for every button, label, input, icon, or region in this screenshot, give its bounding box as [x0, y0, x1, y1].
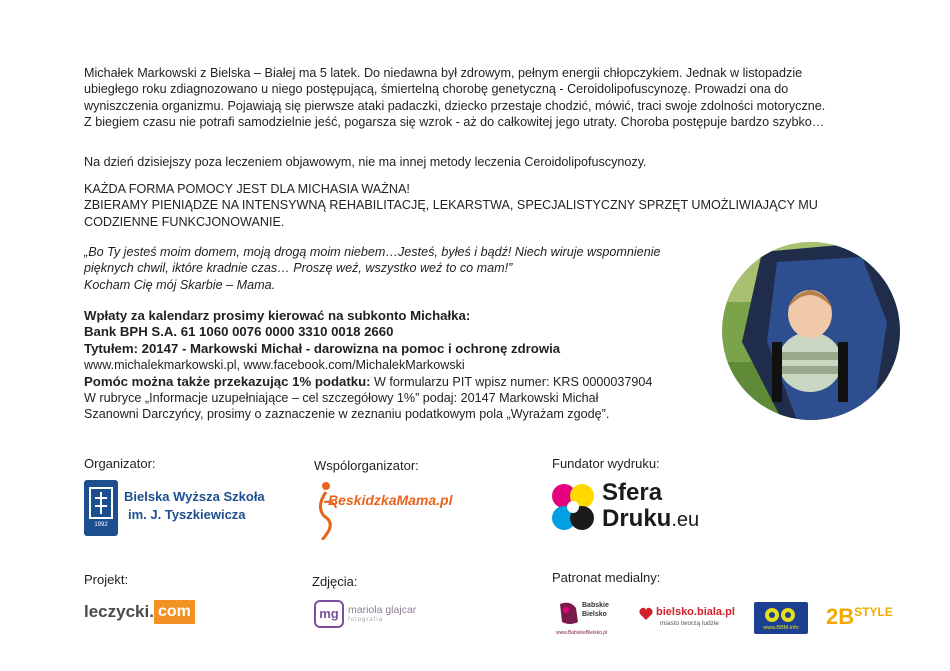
payment-info: [84, 308, 652, 423]
websites-link[interactable]: www.michalekmarkowski.pl, www.facebook.com/MichalekMarkowski: [84, 358, 465, 373]
bielsko-c: .pl: [722, 606, 735, 618]
sfera-line1: Sfera: [602, 479, 663, 506]
intro-paragraph: [84, 65, 884, 131]
bielsko-name: [656, 606, 735, 618]
mg-name: mariola glajcar: [348, 604, 417, 616]
rubric-text: W rubryce „Informacje uzupełniające – cel szczegółowy 1%” podaj: 20147 Markowski Michał: [84, 391, 599, 406]
babskie-bielsko-logo[interactable]: [556, 600, 618, 640]
mg-subtitle: fotografia: [348, 617, 384, 623]
beskidzka-figure-icon: [314, 478, 340, 540]
bws-year: 1992: [94, 522, 108, 528]
tax-info: [84, 374, 652, 390]
bbm-url: www.BBM.info: [763, 625, 799, 631]
beskidzka-name: BeskidzkaMama.pl: [328, 492, 453, 508]
quote-line: Kocham Cię mój Skarbie – Mama.: [84, 277, 276, 292]
bws-name-line2: im. J. Tyszkiewicza: [128, 507, 246, 522]
mariola-glajcar-logo[interactable]: [314, 600, 454, 630]
intro-line: Michałek Markowski z Bielska – Białej ma 5 latek. Do niedawna był zdrowym, pełnym energii chłopczykiem. Jednak w listopadzie: [84, 66, 803, 80]
tax-rest: W formularzu PIT wpisz numer: KRS 0000037904: [370, 374, 653, 389]
sfera-druku-text: Druku: [602, 505, 672, 532]
beskidzka-logo[interactable]: [314, 478, 484, 540]
2bstyle-logo[interactable]: [826, 604, 893, 630]
photos-label: Zdjęcia:: [312, 574, 358, 589]
bbm-mark-icon: [754, 602, 808, 626]
mother-quote: [84, 244, 661, 293]
babskie-line1: Babskie: [582, 602, 609, 609]
appeal-line: ZBIERAMY PIENIĄDZE NA INTENSYWNĄ REHABILITACJĘ, LEKARSTWA, SPECJALISTYCZNY SPRZĘT UMOŻLIWIAJĄCY MU: [84, 198, 818, 213]
2bstyle-style: STYLE: [854, 605, 893, 619]
leczycki-name: leczycki.: [84, 602, 154, 621]
sfera-flower-icon: [548, 482, 598, 534]
bielsko-biala-logo[interactable]: [638, 604, 738, 634]
bielsko-a: bielsko.: [656, 606, 697, 618]
media-label: Patronat medialny:: [552, 570, 661, 585]
tax-bold: Pomóc można także przekazując 1% podatku:: [84, 373, 371, 389]
babskie-url: www.BabskieBielsko.pl: [556, 630, 608, 636]
appeal-line: CODZIENNE FUNKCJONOWANIE.: [84, 214, 285, 229]
leczycki-logo[interactable]: [84, 600, 195, 628]
2bstyle-2b: 2B: [826, 604, 855, 629]
intro-line: Z biegiem czasu nie potrafi samodzielnie jeść, pogarsza się wzrok - aż do całkowitej jego utraty. Choroba postępuje bardzo szybko…: [84, 115, 825, 130]
project-label: Projekt:: [84, 572, 129, 587]
sfera-suffix: .eu: [671, 509, 700, 531]
babskie-shoe-icon: [556, 600, 580, 628]
heart-icon: [638, 606, 654, 622]
bielsko-subtitle: miasto tworzą ludzie: [660, 620, 719, 627]
bielsko-b: biala: [696, 606, 723, 618]
child-photo-image: [722, 242, 900, 420]
sfera-druku-logo[interactable]: [548, 480, 748, 536]
payment-title: Tytułem: 20147 - Markowski Michał - darowizna na pomoc i ochronę zdrowia: [84, 340, 561, 356]
bws-logo[interactable]: [84, 480, 274, 536]
sfera-line2: [602, 506, 699, 533]
treatment-text: Na dzień dzisiejszy poza leczeniem objawowym, nie ma innej metody leczenia Ceroidolipofuscynozy.: [84, 155, 647, 169]
appeal-text: [84, 181, 818, 230]
mg-mark: mg: [314, 600, 344, 628]
bbm-logo[interactable]: [754, 602, 808, 634]
coorganizer-label: Wspólorganizator:: [314, 458, 419, 473]
quote-line: pięknych chwil, iktóre kradnie czas… Proszę weź, wszystko weź to co mam!”: [84, 261, 513, 276]
organizer-label: Organizator:: [84, 456, 156, 471]
intro-line: wyniszczenia organizmu. Pojawiają się pierwsze ataki padaczki, dziecko przestaje chodzić, mówić, traci swoje zdolności motoryczne.: [84, 98, 826, 113]
payment-header: Wpłaty za kalendarz prosimy kierować na subkonto Michałka:: [84, 308, 471, 323]
bws-name-line1: Bielska Wyższa Szkoła: [124, 489, 265, 504]
appeal-line: KAŻDA FORMA POMOCY JEST DLA MICHASIA WAŻNA!: [84, 182, 410, 196]
bank-account: Bank BPH S.A. 61 1060 0076 0000 3310 0018 2660: [84, 324, 394, 340]
consent-text: Szanowni Darczyńcy, prosimy o zaznaczenie w zeznaniu podatkowym pola „Wyrażam zgodę”.: [84, 407, 610, 422]
leczycki-com: com: [154, 600, 195, 624]
babskie-line2: Bielsko: [582, 611, 607, 618]
intro-line: ubiegłego roku zdiagnozowano u niego postępującą, śmiertelną chorobę genetyczną - Ceroidolipofuscynozę. Prowadzi ona do: [84, 82, 789, 97]
sponsor-label: Fundator wydruku:: [552, 456, 660, 471]
quote-line: „Bo Ty jesteś moim domem, moją drogą moim niebem…Jesteś, byłeś i bądź! Niech wiruje wspomnienie: [84, 245, 661, 259]
child-photo: [722, 242, 900, 420]
